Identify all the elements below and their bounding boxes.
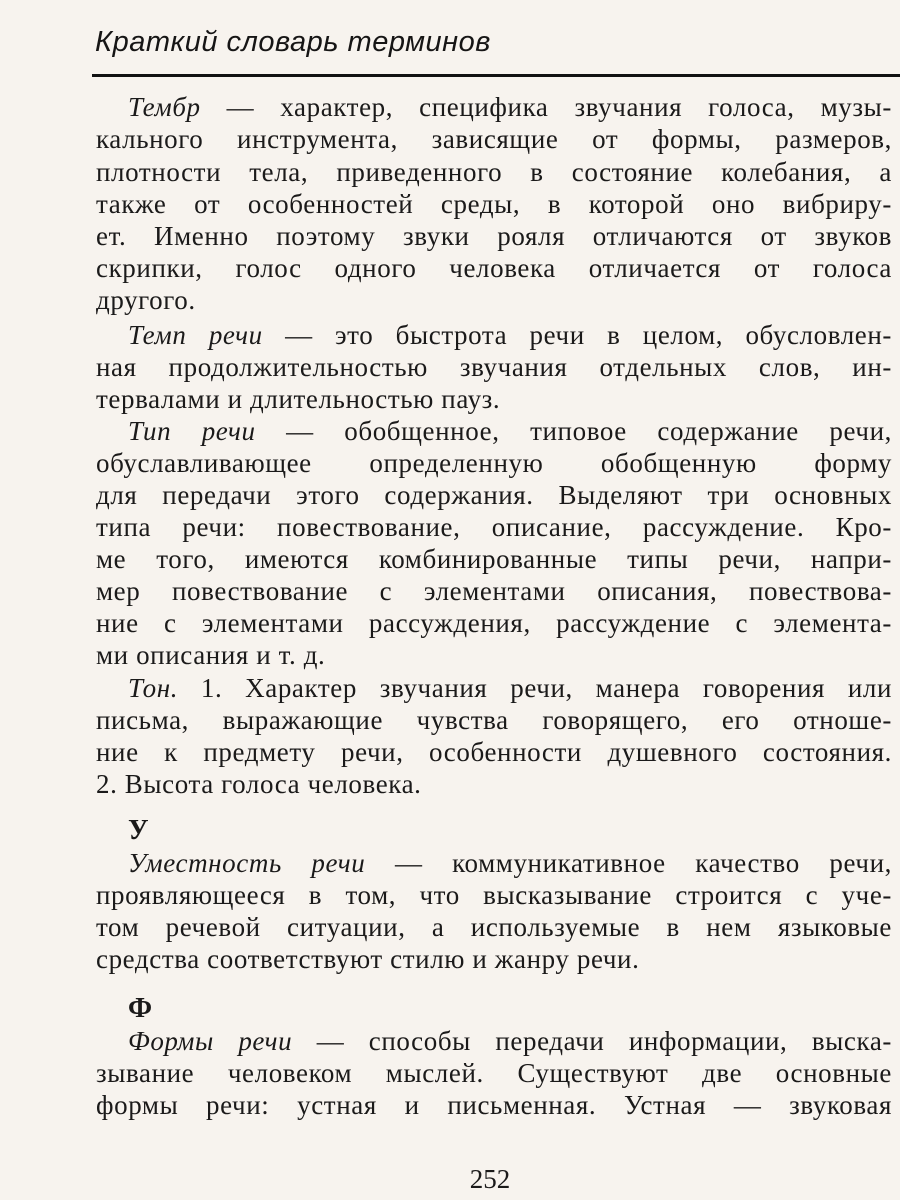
- line-text: ная продолжительностью звучания отдельных слов, ин-: [96, 352, 892, 382]
- line-text: проявляющееся в том, что высказывание строится с уче-: [96, 880, 892, 910]
- text-line: [96, 737, 892, 767]
- line-text: типа речи: повествование, описание, рассуждение. Кро-: [96, 512, 892, 542]
- line-text: для передачи этого содержания. Выделяют три основных: [96, 480, 892, 510]
- line-text: ме того, имеются комбинированные типы речи, напри-: [96, 544, 892, 574]
- line-text: мер повествование с элементами описания, повествова-: [96, 576, 892, 606]
- text-line: [96, 512, 892, 542]
- text-line: [96, 576, 892, 606]
- text-line: [96, 640, 892, 670]
- line-text: — способы передачи информации, выска-: [292, 1026, 892, 1056]
- text-line: [96, 480, 892, 510]
- text-line: [96, 157, 892, 187]
- term-entry-line: [128, 320, 892, 350]
- line-text: — обобщенное, типовое содержание речи,: [255, 416, 892, 446]
- term-entry-line: [128, 92, 892, 122]
- text-line: [96, 384, 892, 414]
- header-rule: [92, 74, 900, 77]
- term-entry-line: [128, 1026, 892, 1056]
- line-text: — коммуникативное качество речи,: [365, 848, 892, 878]
- section-letter: Ф: [128, 993, 153, 1024]
- line-text: обуславливающее определенную обобщенную форму: [96, 448, 892, 478]
- text-line: [96, 912, 892, 942]
- line-text: тервалами и длительностью пауз.: [96, 384, 501, 414]
- line-text: формы речи: устная и письменная. Устная — звуковая: [96, 1090, 892, 1120]
- text-line: [96, 608, 892, 638]
- glossary-term: Темп речи: [128, 320, 263, 350]
- text-line: [96, 769, 892, 799]
- line-text: другого.: [96, 285, 196, 315]
- term-entry-line: [128, 416, 892, 446]
- line-text: также от особенностей среды, в которой оно вибриру-: [96, 189, 892, 219]
- line-text: 1. Характер звучания речи, манера говорения или: [178, 673, 892, 703]
- text-line: [96, 705, 892, 735]
- text-line: [96, 1058, 892, 1088]
- text-line: [96, 880, 892, 910]
- line-text: ние с элементами рассуждения, рассуждение с элемента-: [96, 608, 892, 638]
- text-line: [96, 189, 892, 219]
- text-line: [96, 448, 892, 478]
- text-line: [96, 1090, 892, 1120]
- line-text: скрипки, голос одного человека отличается от голоса: [96, 253, 892, 283]
- line-text: — это быстрота речи в целом, обусловлен-: [262, 320, 893, 350]
- text-line: [96, 944, 892, 974]
- line-text: ние к предмету речи, особенности душевного состояния.: [96, 737, 892, 767]
- glossary-term: Уместность речи: [128, 848, 366, 878]
- line-text: письма, выражающие чувства говорящего, его отноше-: [96, 705, 892, 735]
- line-text: ми описания и т. д.: [96, 640, 326, 670]
- page-number: 252: [469, 1164, 511, 1194]
- line-text: — характер, специфика звучания голоса, музы-: [200, 92, 892, 122]
- text-line: [96, 285, 892, 315]
- line-text: кального инструмента, зависящие от формы, размеров,: [96, 124, 892, 154]
- glossary-term: Тембр: [128, 92, 201, 122]
- line-text: плотности тела, приведенного в состояние колебания, а: [96, 157, 892, 187]
- glossary-term: Тон.: [128, 673, 179, 703]
- term-entry-line: [128, 848, 892, 878]
- running-header: Краткий словарь терминов: [95, 26, 491, 58]
- term-entry-line: [128, 673, 892, 703]
- line-text: зывание человеком мыслей. Существуют две основные: [96, 1058, 892, 1088]
- glossary-term: Тип речи: [128, 416, 256, 446]
- text-line: [96, 124, 892, 154]
- line-text: средства соответствуют стилю и жанру речи.: [96, 944, 640, 974]
- section-letter: У: [128, 815, 149, 846]
- text-line: [96, 352, 892, 382]
- text-line: [96, 221, 892, 251]
- line-text: 2. Высота голоса человека.: [96, 769, 422, 799]
- text-line: [96, 253, 892, 283]
- line-text: ет. Именно поэтому звуки рояля отличаются от звуков: [96, 221, 892, 251]
- glossary-term: Формы речи: [128, 1026, 293, 1056]
- text-line: [96, 544, 892, 574]
- line-text: том речевой ситуации, а используемые в нем языковые: [96, 912, 892, 942]
